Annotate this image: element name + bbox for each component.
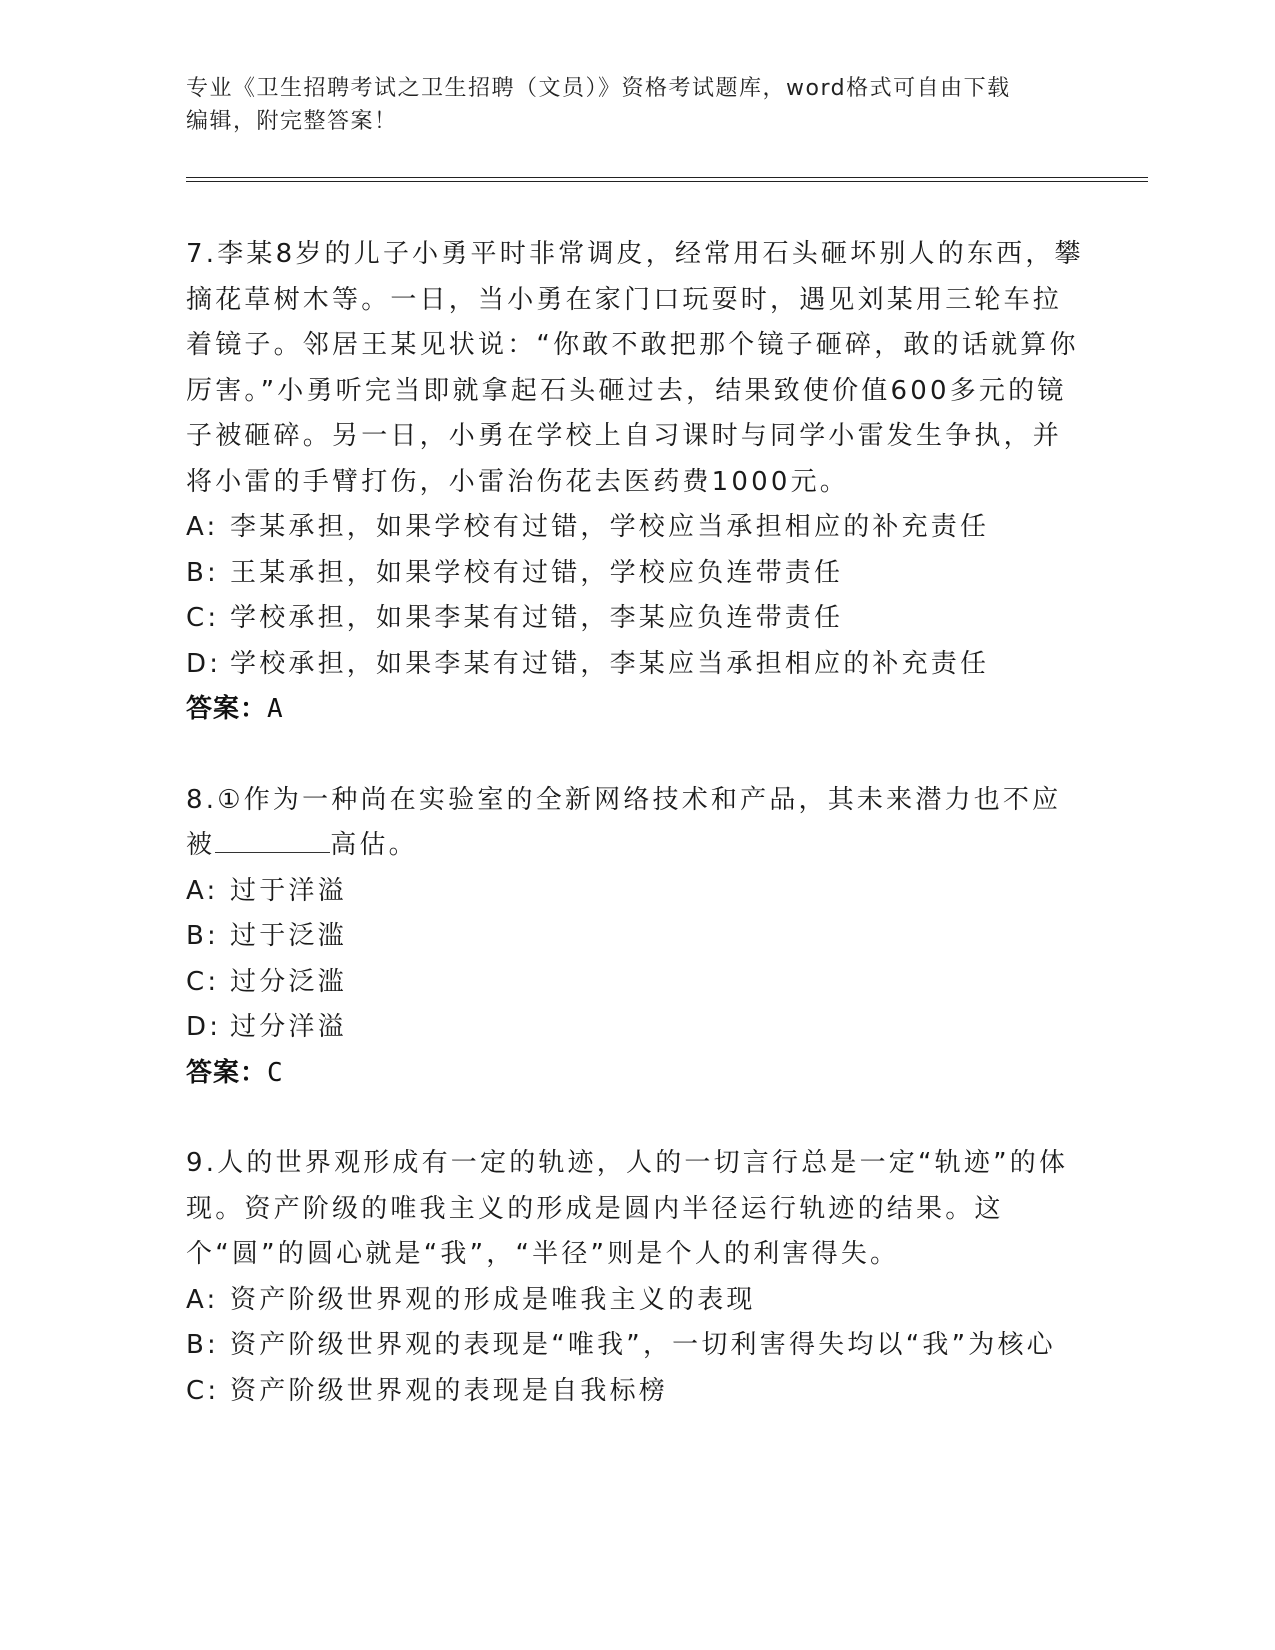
option-key: B: <box>186 1330 219 1360</box>
header-divider-top <box>186 177 1148 178</box>
option-key: A: <box>186 512 219 542</box>
option-key: D: <box>186 1012 222 1042</box>
answer-value: C <box>267 1057 284 1088</box>
question-7 <box>186 232 1086 733</box>
question-9 <box>186 1141 1086 1414</box>
option-d <box>186 1005 1086 1051</box>
option-b <box>186 1323 1086 1369</box>
question-8 <box>186 778 1086 1097</box>
question-text-after-blank: 高估。 <box>330 830 418 860</box>
option-text: 过分洋溢 <box>230 1012 347 1042</box>
answer-line <box>186 1051 1086 1097</box>
option-text: 资产阶级世界观的表现是“唯我”，一切利害得失均以“我”为核心 <box>230 1330 1056 1360</box>
option-key: C: <box>186 603 220 633</box>
header-divider-bottom <box>186 181 1148 182</box>
question-text: 7.李某8岁的儿子小勇平时非常调皮，经常用石头砸坏别人的东西，攀摘花草树木等。一日，当小勇在家门口玩耍时，遇见刘某用三轮车拉着镜子。邻居王某见状说：“你敢不敢把那个镜子砸碎，敢的话就算你厉害。”小勇听完当即就拿起石头砸过去，结果致使价值600多元的镜子被砸碎。另一日，小勇在学校上自习课时与同学小雷发生争执，并将小雷的手臂打伤，小雷治伤花去医药费1000元。 <box>186 239 1084 497</box>
option-a <box>186 505 1086 551</box>
option-c <box>186 1369 1086 1415</box>
option-text: 资产阶级世界观的表现是自我标榜 <box>230 1375 669 1406</box>
option-c <box>186 960 1086 1006</box>
option-text: 过分泛滥 <box>230 966 347 997</box>
option-text: 王某承担，如果学校有过错，学校应负连带责任 <box>230 557 844 588</box>
answer-label: 答案： <box>186 1057 268 1088</box>
question-text-before-blank: 8.①作为一种尚在实验室的全新网络技术和产品，其未来潜力也不应被 <box>186 784 1062 860</box>
answer-line <box>186 687 1086 733</box>
answer-label: 答案： <box>186 694 268 724</box>
fill-in-blank <box>215 830 330 853</box>
option-b <box>186 914 1086 960</box>
header-line-2: 编辑，附完整答案！ <box>186 109 398 134</box>
header-line-1: 专业《卫生招聘考试之卫生招聘（文员）》资格考试题库，word格式可自由下载 <box>186 76 1011 101</box>
option-key: D: <box>186 648 222 679</box>
option-key: B: <box>186 557 219 588</box>
option-d <box>186 642 1086 688</box>
question-text: 9.人的世界观形成有一定的轨迹，人的一切言行总是一定“轨迹”的体现。资产阶级的唯我主义的形成是圆内半径运行轨迹的结果。这个“圆”的圆心就是“我”，“半径”则是个人的利害得失。 <box>186 1148 1069 1269</box>
option-c <box>186 596 1086 642</box>
option-a <box>186 869 1086 915</box>
option-key: A: <box>186 875 219 906</box>
option-text: 过于洋溢 <box>230 875 347 906</box>
option-key: C: <box>186 966 220 997</box>
option-text: 资产阶级世界观的形成是唯我主义的表现 <box>230 1284 756 1315</box>
option-text: 李某承担，如果学校有过错，学校应当承担相应的补充责任 <box>230 512 990 542</box>
option-key: A: <box>186 1284 219 1315</box>
question-text <box>186 778 1086 869</box>
option-text: 学校承担，如果李某有过错，李某应负连带责任 <box>230 603 844 633</box>
question-list <box>186 232 1086 1459</box>
option-text: 学校承担，如果李某有过错，李某应当承担相应的补充责任 <box>230 648 990 679</box>
option-text: 过于泛滥 <box>230 921 347 951</box>
option-key: B: <box>186 921 219 951</box>
document-header <box>186 72 1086 138</box>
option-a <box>186 1278 1086 1324</box>
answer-value: A <box>267 694 284 724</box>
option-key: C: <box>186 1375 220 1406</box>
option-b <box>186 551 1086 597</box>
